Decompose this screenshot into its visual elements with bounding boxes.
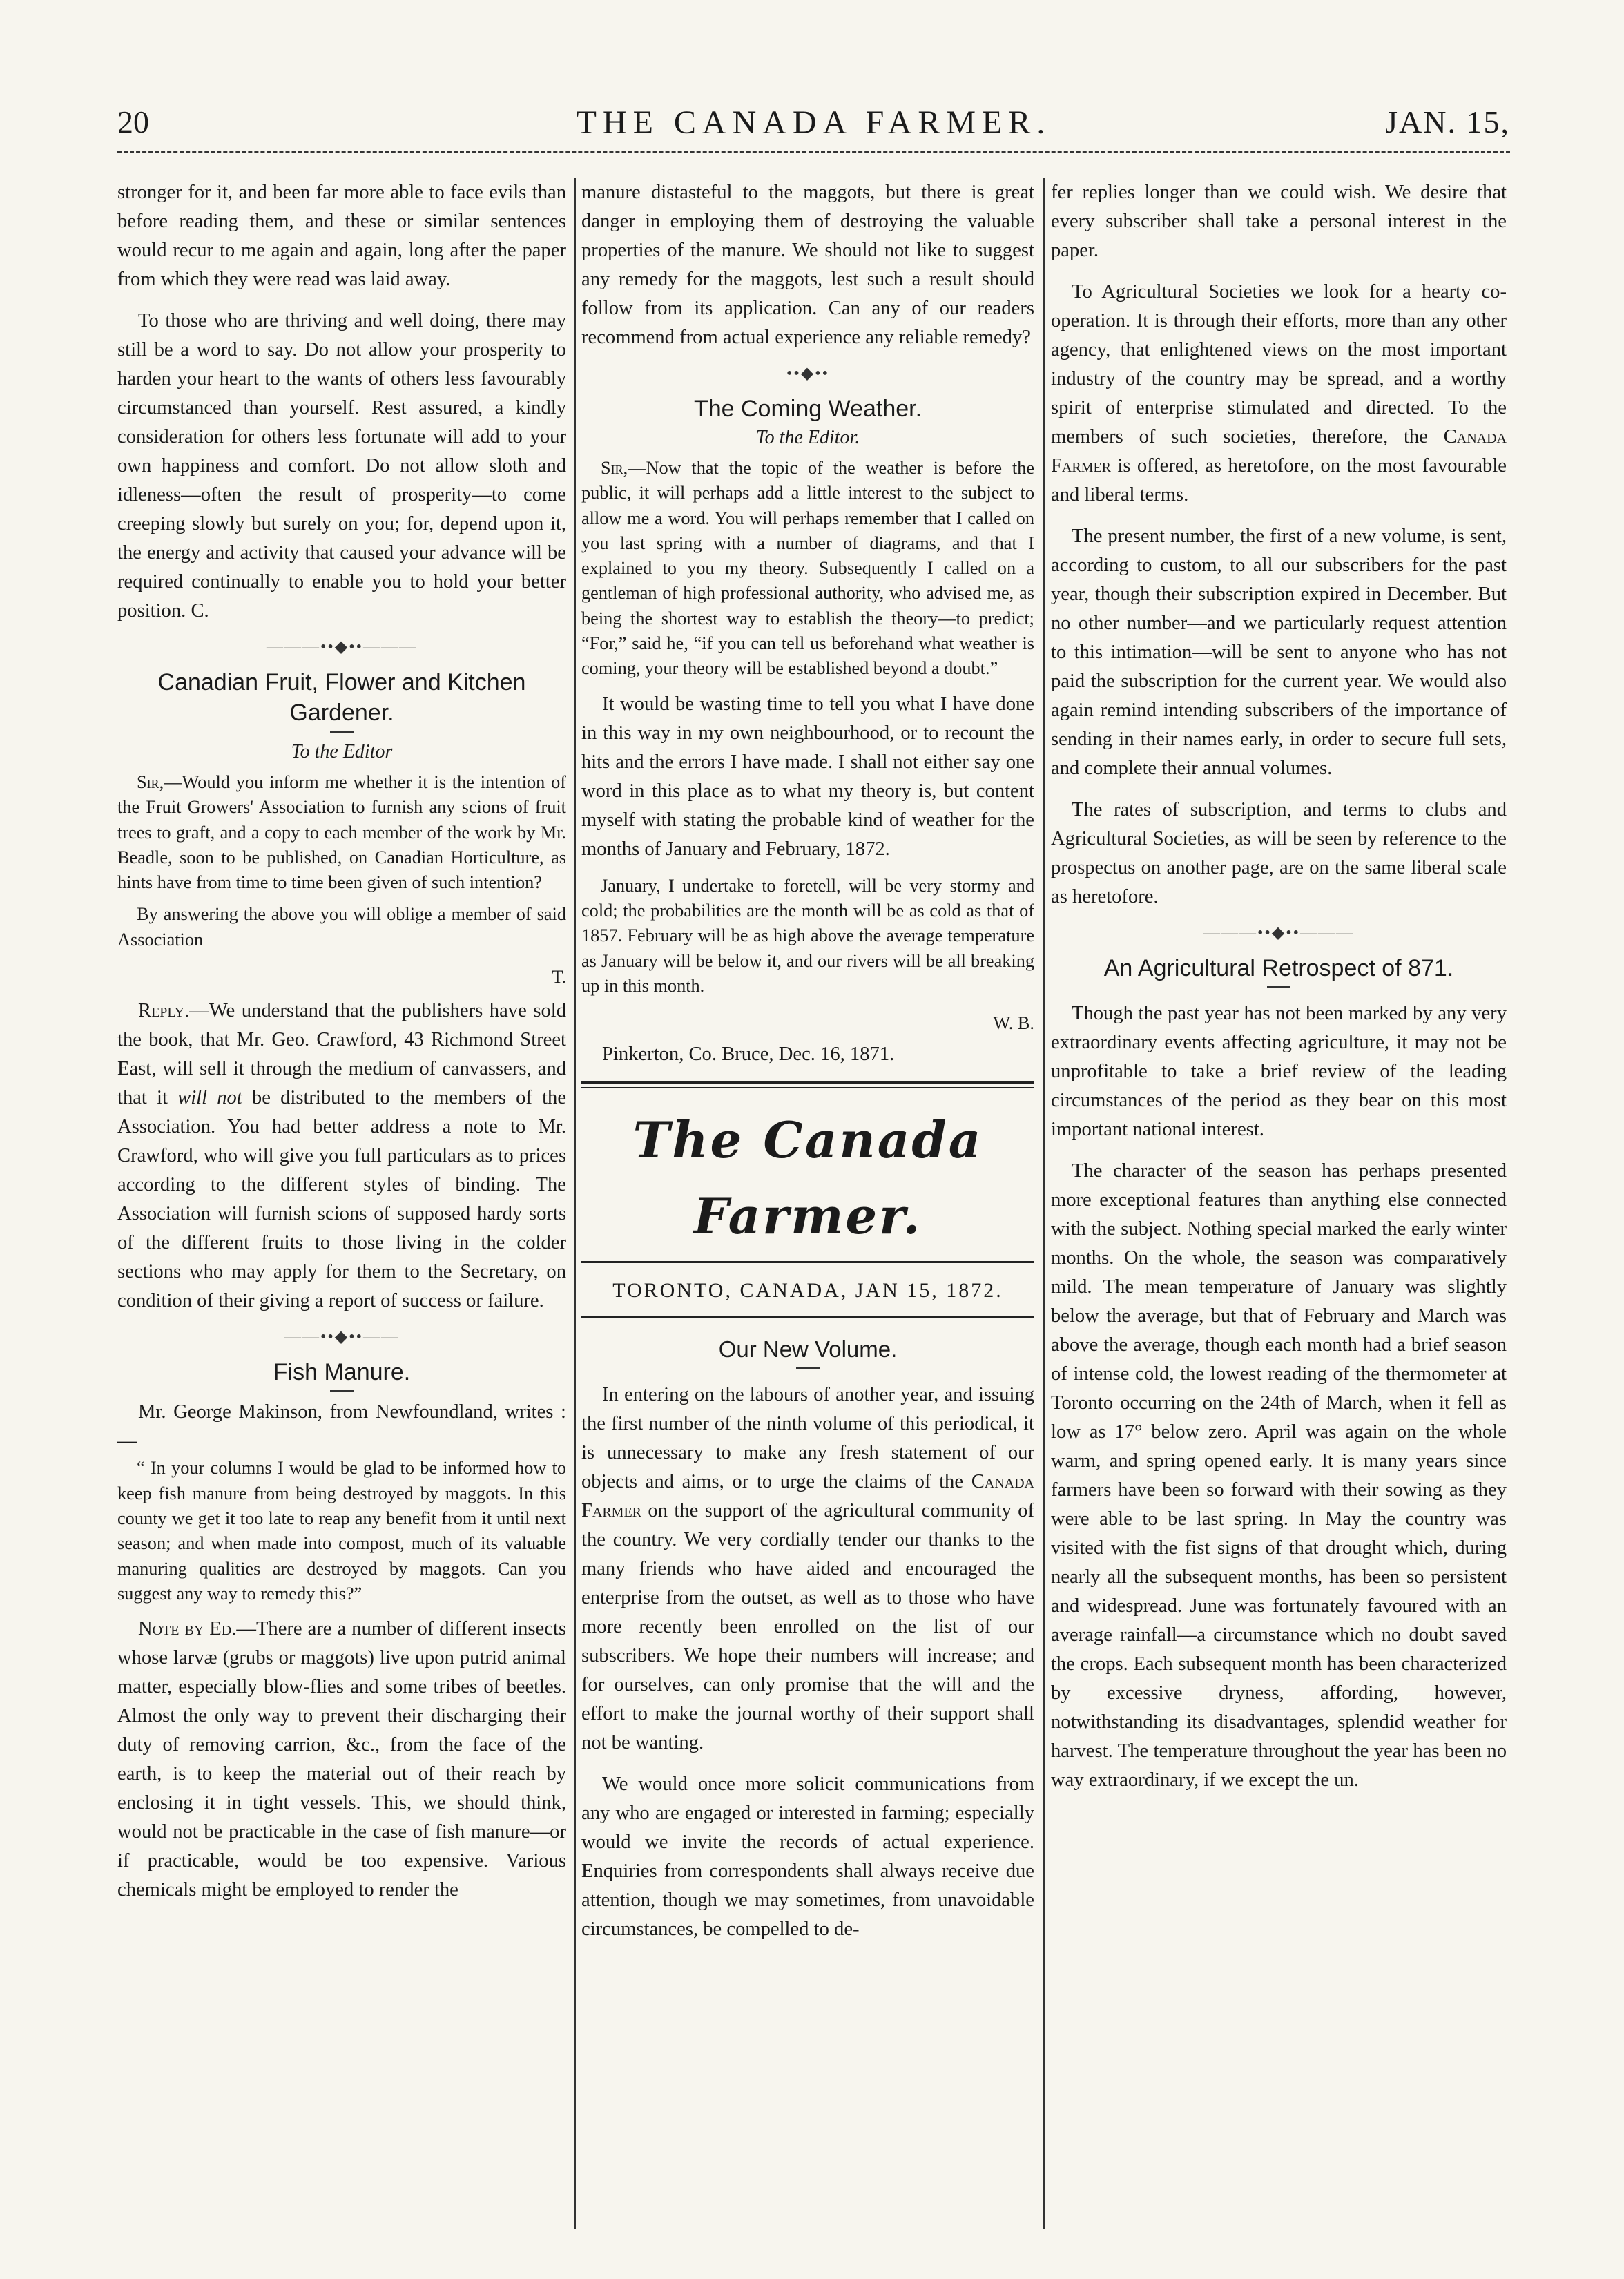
- paragraph: The character of the season has perhaps presented more exceptional features than anything else connected with the subject. Nothing special marked the early winter months. On the whole, the season was comparatively mild. The mean temperature of January was slightly below the average, but that of February and March was above the average, though each month had a brief season of intense cold, the lowest reading of the thermometer at Toronto occurring on the 24th of March, when it fell as low as 17° below zero. April was again on the whole warm, and spring opened early. It is many years since farmers have been so forward with their sowing as they were able to be last spring. In May the country was visited with the fist signs of that drought which, during nearly all the subsequent months, has been so persistent and widespread. June was fortunately favoured with an average rainfall—a circumstance which no doubt saved the crops. Each subsequent month has been characterized by excessive dryness, affording, however, notwithstanding its disadvantages, splendid weather for harvest. The temperature throughout the year has been no way extraordinary, if we except the un.: [1051, 1160, 1507, 1791]
- article-heading: Fish Manure.: [273, 1359, 411, 1386]
- article-heading: An Agricultural Retrospect of 871.: [1103, 955, 1454, 981]
- paragraph: In entering on the labours of another year, and issuing the first number of the ninth volume of this periodical, it is unnecessary to make any fresh statement of our objects and aims, or to urge the claims of the Canada Farmer on the support of the agricultural community of the country. We very cordially tender our thanks to the many friends who have aided and encouraged the enterprise from the outset, as well as to those who have more recently been enrolled on the list of our subscribers. We hope their numbers will increase; and for ourselves, can only promise that the will and the effort to make the journal worthy of their support shall not be wanting.: [581, 1384, 1034, 1754]
- section-ornament: ———••◆••———: [1203, 924, 1355, 942]
- paragraph: manure distasteful to the maggots, but there is great danger in employing them of destroying the valuable properties of the manure. We should not like to suggest any remedy for the maggots, lest such a result should follow from its application. Can any of our readers recommend from actual experience any reliable remedy?: [581, 182, 1034, 348]
- paragraph: Mr. George Makinson, from Newfoundland, writes :—: [117, 1401, 566, 1452]
- column-2: [581, 178, 1034, 2236]
- paragraph: It would be wasting time to tell you what I have done in this way in my own neighbourhood, or to recount the hits and the errors I have made. I shall not either say one word in this place as to what my theory is, but content myself with stating the probable kind of weather for the months of January and February, 1872.: [581, 693, 1034, 860]
- section-ornament: ——••◆••——: [284, 1328, 400, 1347]
- signature: W. B.: [993, 1013, 1034, 1034]
- signature: T.: [552, 967, 566, 988]
- column-rule-1: [574, 178, 576, 2229]
- masthead: The Canada Farmer.: [632, 1110, 983, 1246]
- dateline-place: Pinkerton, Co. Bruce, Dec. 16, 1871.: [602, 1044, 895, 1066]
- letter-paragraph: Sir,—Now that the topic of the weather is before the public, it will perhaps add a little interest to the subject to allow me a word. You will perhaps remember that I called on you last spring with a number of diagrams, and that I explained to you my theory. Subsequently I called on a gentleman of high professional authority, who advised me, as being the shortest way to establish the theory—to predict; “For,” said he, “if you can tell us beforehand what weather is coming, your theory will be established beyond a doubt.”: [581, 458, 1034, 679]
- article-heading: Our New Volume.: [718, 1336, 898, 1363]
- heading-dash: [330, 1390, 354, 1392]
- paragraph: To those who are thriving and well doing, there may still be a word to say. Do not allow your prosperity to harden your heart to the wants of others less favourably circumstanced than yourself. Rest assured, a kindly consideration for others less fortunate will add to your own happiness and comfort. Do not allow sloth and idleness—often the result of prosperity—to come creeping slowly but surely on you; for, depend upon it, the energy and activity that caused your advance will be required continually to enable you to hold your better position. C.: [117, 310, 566, 622]
- heading-dash: [1267, 986, 1290, 988]
- letter-paragraph: January, I undertake to foretell, will be very stormy and cold; the probabilities are the month will be as cold as that of 1857. February will be as high above the average temperature as January will be below it, and our rivers will be all breaking up in this month.: [581, 875, 1034, 996]
- masthead-rule: [581, 1081, 1034, 1088]
- column-rule-2: [1043, 178, 1045, 2229]
- paragraph: To Agricultural Societies we look for a hearty co-operation. It is through their efforts, more than any other agency, that enlightened views on the most important industry of the country may be spread, and a worthy spirit of enterprise stimulated and directed. To the members of such societies, therefore, the Canada Farmer is offered, as heretofore, on the most favourable and liberal terms.: [1051, 281, 1507, 506]
- letter-paragraph: Sir,—Would you inform me whether it is the intention of the Fruit Growers' Association to furnish any scions of fruit trees to graft, and a copy to each member of the work by Mr. Beadle, soon to be published, on Canadian Horticulture, as hints have from time to time been given of such intention?: [117, 772, 566, 893]
- issue-date: JAN. 15,: [1385, 104, 1510, 140]
- salutation: To the Editor.: [755, 427, 860, 448]
- heading-dash: [796, 1367, 820, 1369]
- paragraph: We would once more solicit communications from any who are engaged or interested in farming; especially would we invite the records of actual experience. Enquiries from correspondents shall always receive due attention, though we may sometimes, from unavoidable circumstances, be compelled to de-: [581, 1773, 1034, 1941]
- letter-paragraph: By answering the above you will oblige a member of said Association: [117, 904, 566, 950]
- section-ornament: ••◆••: [786, 365, 830, 383]
- editor-note: Note by Ed.—There are a number of different insects whose larvæ (grubs or maggots) live upon putrid animal matter, especially blow-flies and some tribes of beetles. Almost the only way to prevent their discharging their duty of removing carrion, &c., from the face of the earth, is to keep the material out of their reach by enclosing it in tight vessels. This, we should think, would not be practicable in the case of fish manure—or if practicable, would be too expensive. Various chemicals might be employed to render the: [117, 1618, 566, 1901]
- paragraph: stronger for it, and been far more able to face evils than before reading them, and these or similar sentences would recur to me again and again, long after the paper from which they were read was laid away.: [117, 182, 566, 290]
- publication-title: THE CANADA FARMER.: [576, 104, 1052, 141]
- section-ornament: ———••◆••———: [266, 638, 418, 656]
- heading-dash: [330, 731, 354, 733]
- paragraph: The rates of subscription, and terms to clubs and Agricultural Societies, as will be seen by reference to the prospectus on another page, are on the same liberal scale as heretofore.: [1051, 799, 1507, 907]
- paragraph: fer replies longer than we could wish. We desire that every subscriber shall take a personal interest in the paper.: [1051, 182, 1507, 261]
- column-3: [1051, 178, 1507, 2236]
- article-heading: Canadian Fruit, Flower and Kitchen Gardener.: [157, 669, 526, 726]
- page-number: 20: [117, 104, 149, 140]
- header-rule: [117, 151, 1510, 153]
- paragraph: Though the past year has not been marked by any very extraordinary events affecting agriculture, it may not be unprofitable to take a brief review of the leading circumstances of the period as they bear on this most important national interest.: [1051, 1003, 1507, 1140]
- paragraph: The present number, the first of a new volume, is sent, according to custom, to all our subscribers for the past year, though their subscription expired in December. But no other number—and we particularly request attention to this intimation—will be sent to anyone who has not paid the subscription for the current year. We would also again remind intending subscribers of the importance of sending in their names early, in order to secure full sets, and complete their annual volumes.: [1051, 526, 1507, 779]
- quoted-letter: “ In your columns I would be glad to be informed how to keep fish manure from being destroyed by maggots. In this county we get it too late to reap any benefit from it until next season; and when made into compost, much of its valuable manuring qualities are destroyed by maggots. Can you suggest any way to remedy this?”: [117, 1458, 566, 1604]
- signature: C.: [191, 600, 209, 622]
- editorial-dateline: TORONTO, CANADA, JAN 15, 1872.: [581, 1261, 1034, 1318]
- salutation: To the Editor: [291, 741, 393, 762]
- column-1: [117, 178, 566, 2236]
- article-heading: The Coming Weather.: [693, 396, 922, 422]
- reply-paragraph: Reply.—We understand that the publishers have sold the book, that Mr. Geo. Crawford, 43 Richmond Street East, will sell it through the medium of canvassers, and that it will not be distributed to the members of the Association. You had better address a note to Mr. Crawford, who will give you full particulars as to prices according to the different styles of binding. The Association will furnish scions of supposed hardy sorts of the different fruits to those living in the colder sections who may apply for them to the Secretary, on condition of their giving a report of success or failure.: [117, 1000, 566, 1312]
